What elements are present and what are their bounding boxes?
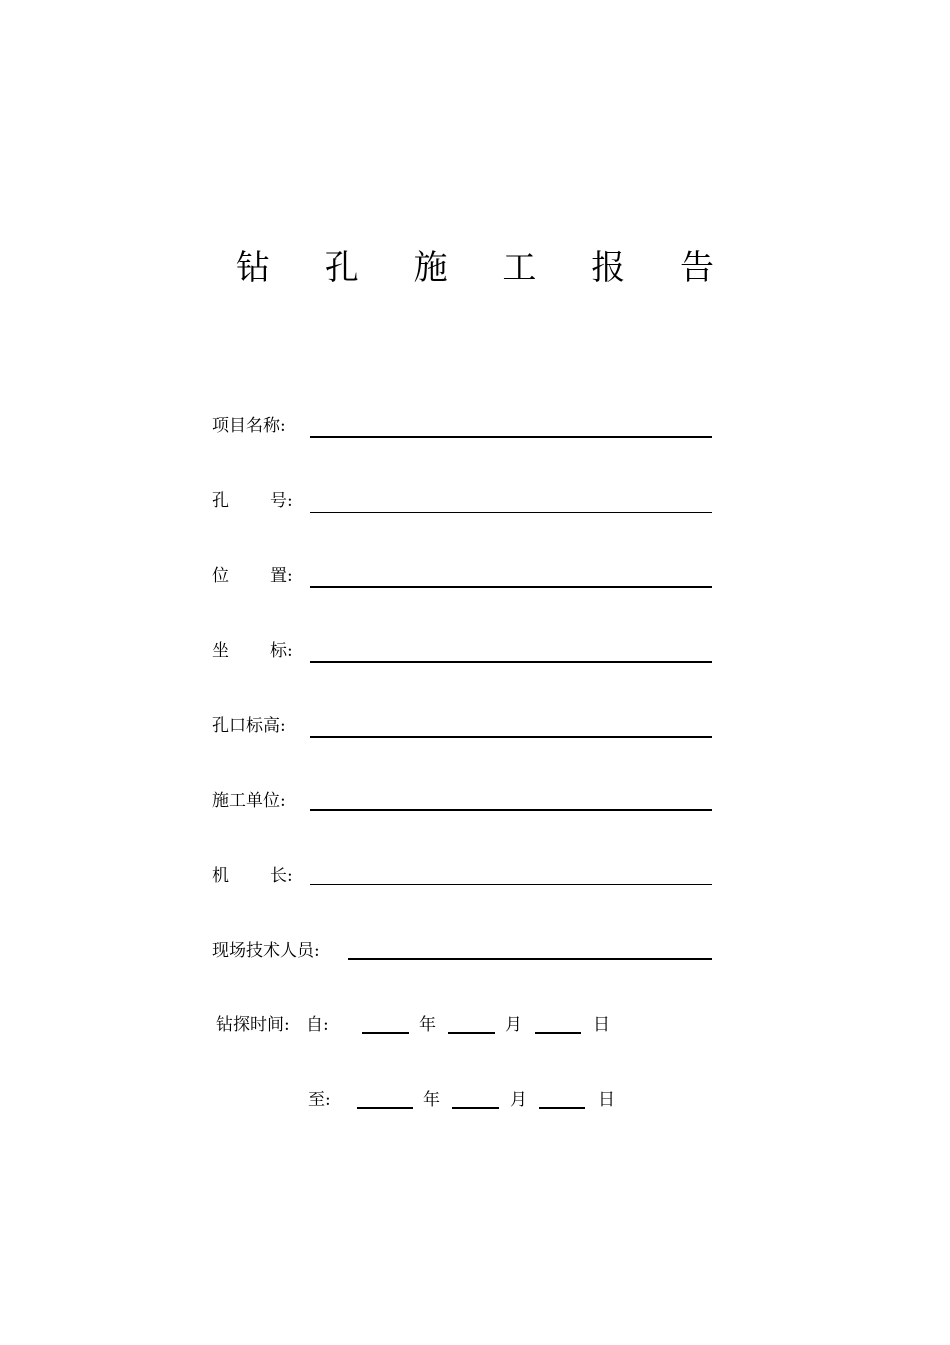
position-label-b: 置: (270, 566, 293, 586)
captain-label-b: 长: (270, 866, 293, 886)
position-label-a: 位 (212, 566, 229, 586)
from-label: 自: (306, 1015, 329, 1035)
hole-number-row (212, 491, 714, 521)
hole-number-field[interactable] (310, 512, 712, 513)
to-year-field[interactable] (357, 1107, 413, 1109)
from-month-label: 月 (505, 1015, 522, 1035)
page-title: 钻 孔 施 工 报 告 (235, 248, 737, 288)
project-name-label: 项目名称: (212, 416, 286, 436)
site-staff-label: 现场技术人员: (212, 941, 320, 961)
coordinates-row (212, 641, 714, 671)
drilling-time-from-row (0, 1015, 950, 1045)
to-month-label: 月 (510, 1090, 527, 1110)
collar-elevation-field[interactable] (310, 736, 712, 738)
from-day-field[interactable] (535, 1032, 581, 1034)
coordinates-label-a: 坐 (212, 641, 229, 661)
contractor-row (212, 791, 714, 821)
project-name-field[interactable] (310, 436, 712, 438)
site-staff-field[interactable] (348, 958, 712, 960)
collar-elevation-row (212, 716, 714, 746)
to-day-field[interactable] (539, 1107, 585, 1109)
project-name-row (212, 416, 714, 446)
position-field[interactable] (310, 586, 712, 588)
position-row (212, 566, 714, 596)
coordinates-label-b: 标: (270, 641, 293, 661)
drilling-time-to-row (0, 1090, 950, 1120)
coordinates-field[interactable] (310, 661, 712, 663)
to-month-field[interactable] (452, 1107, 499, 1109)
to-year-label: 年 (423, 1090, 440, 1110)
drilling-time-label: 钻探时间: (216, 1015, 290, 1035)
to-label: 至: (308, 1090, 331, 1110)
captain-label-a: 机 (212, 866, 229, 886)
from-year-field[interactable] (362, 1032, 409, 1034)
from-year-label: 年 (419, 1015, 436, 1035)
hole-number-label-a: 孔 (212, 491, 229, 511)
from-day-label: 日 (593, 1015, 610, 1035)
captain-row (212, 866, 714, 896)
contractor-label: 施工单位: (212, 791, 286, 811)
to-day-label: 日 (598, 1090, 615, 1110)
captain-field[interactable] (310, 884, 712, 885)
collar-elevation-label: 孔口标高: (212, 716, 286, 736)
site-staff-row (212, 941, 714, 971)
hole-number-label-b: 号: (270, 491, 293, 511)
contractor-field[interactable] (310, 809, 712, 811)
from-month-field[interactable] (448, 1032, 495, 1034)
